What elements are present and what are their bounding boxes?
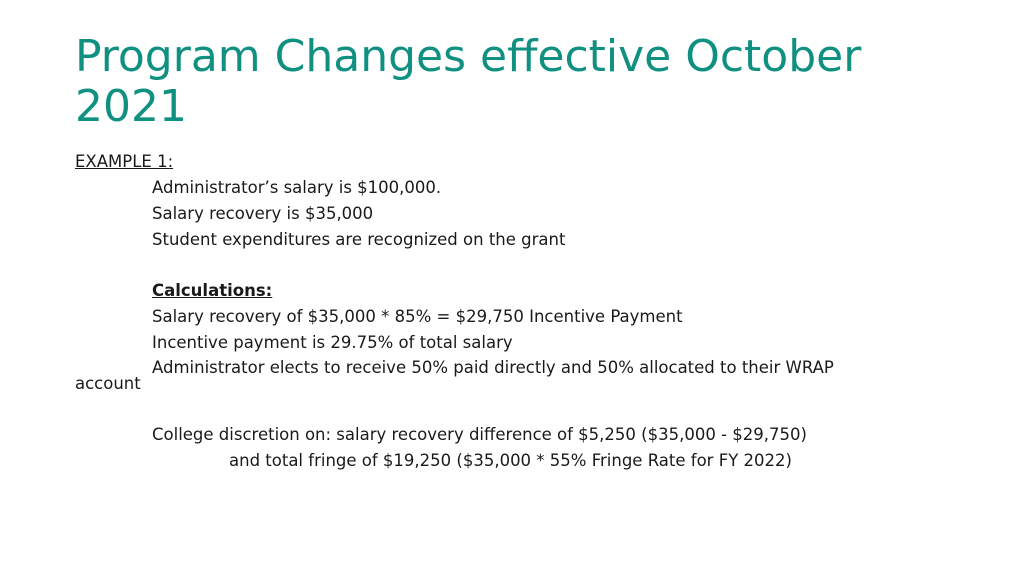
calculation-line: Incentive payment is 29.75% of total salary bbox=[152, 333, 513, 352]
fact-line: Salary recovery is $35,000 bbox=[152, 204, 374, 223]
fact-line: Student expenditures are recognized on the grant bbox=[152, 230, 566, 249]
calculations-heading: Calculations: bbox=[152, 281, 273, 300]
calculation-line-wrap: account bbox=[75, 374, 141, 393]
slide-title: Program Changes effective October 2021 bbox=[75, 31, 862, 132]
discretion-line: and total fringe of $19,250 ($35,000 * 55% Fringe Rate for FY 2022) bbox=[229, 451, 792, 470]
calculation-line: Salary recovery of $35,000 * 85% = $29,750 Incentive Payment bbox=[152, 307, 683, 326]
fact-line: Administrator’s salary is $100,000. bbox=[152, 178, 442, 197]
calculation-line: Administrator elects to receive 50% paid directly and 50% allocated to their WRAP bbox=[152, 358, 834, 377]
discretion-line: College discretion on: salary recovery difference of $5,250 ($35,000 - $29,750) bbox=[152, 425, 807, 444]
example-heading: EXAMPLE 1: bbox=[75, 152, 174, 171]
